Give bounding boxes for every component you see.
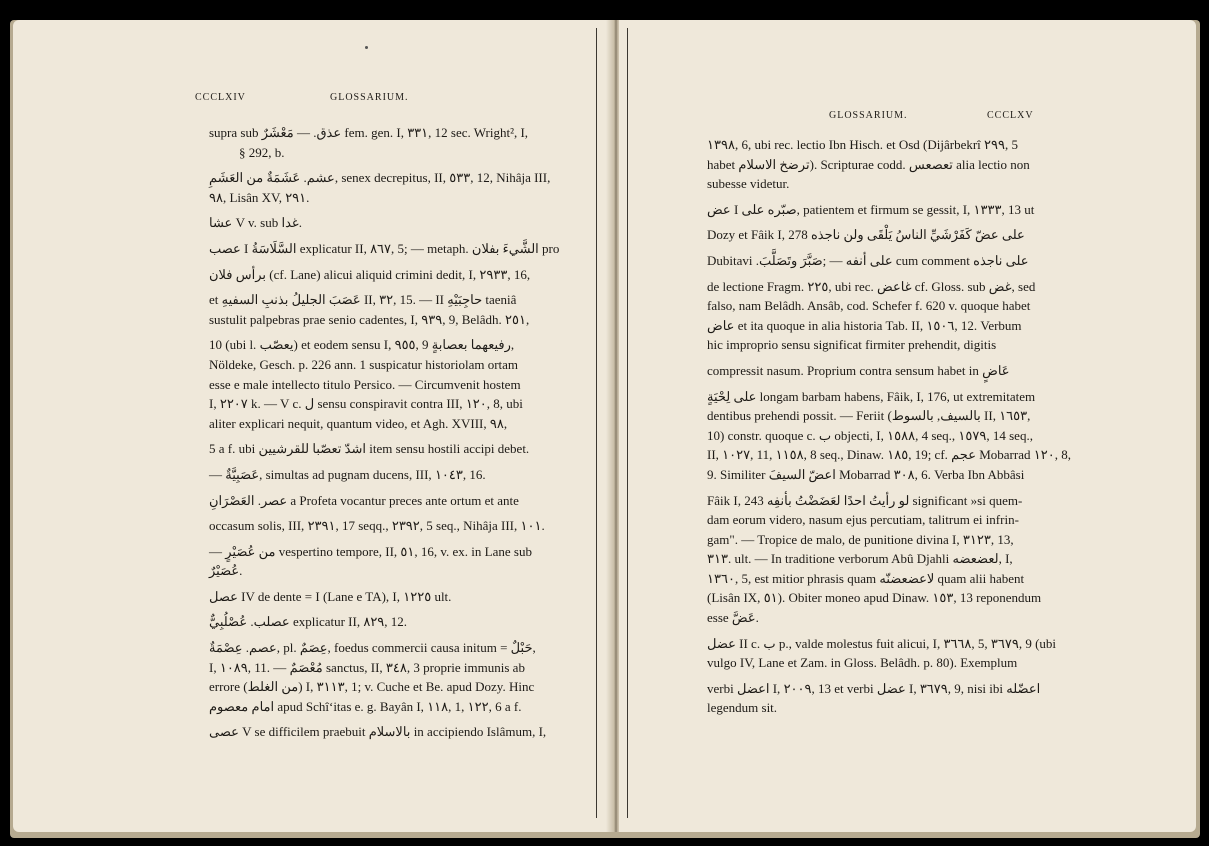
text-line: Dubitavi .على أنفه — ;صَبَّرَ وتَصَلَّبَ cum comment على ناجذه [707, 252, 1029, 268]
text-line: vulgo IV, Lane et Zam. in Gloss. Belâdh. p. 80). Exemplum [707, 655, 1018, 671]
text-line: dentibus prehendi possit. — Feriit (بالسيف, بالسوط II, ١٦٥٣, [707, 408, 1031, 424]
text-line: (Lisân IX, ٥١). Obiter moneo apud Dinaw. ١٥٣, 13 reponendum [707, 590, 1042, 606]
text-line: عصم. عِصْمَةٌ, pl. عِصَمٌ, foedus commercii causa initum = حَبْلٌ, [209, 640, 536, 656]
text-line: عصلب. عُصْلُبِيٌّ explicatur II, ٨٢٩, 12. [209, 614, 408, 630]
text-line: عشم. عَشَمَةٌ من العَشَمِ, senex decrepitus, II, ٥٣٣, 12, Nihâja III, [209, 170, 551, 186]
text-line: عشا V v. sub غدا. [209, 215, 302, 231]
text-line: ١٣٩٨, 6, ubi rec. lectio Ibn Hisch. et Osd (Dijârbekrî ٢٩٩, 5 [707, 137, 1018, 152]
text-line: errore (من الغلط) I, ٣١١٣, 1; v. Cuche et Be. apud Dozy. Hinc [209, 679, 535, 695]
text-line: sustulit palpebras prae senio cadentes, I, ٩٣٩, 9, Belâdh. ٢٥١, [209, 311, 530, 327]
text-line: esse عَضَّ. [707, 610, 759, 626]
text-line: Fâik I, 243 لو رأيتُ احدًا لعَضَضْتُ بأنفِه significant »si quem- [707, 492, 1023, 508]
right-page-text [707, 135, 1109, 718]
text-line: falso, nam Belâdh. Ansâb, cod. Schefer f. 620 v. quoque habet [707, 298, 1031, 314]
text-line: verbi اعضل I, ٢٠٠٩, 13 et verbi عضل I, ٣٦٧٩, 9, nisi ibi اعضّله [707, 680, 1041, 696]
left-page [13, 20, 611, 832]
text-line: عصب I السَّلَاسَةُ explicatur II, ٨٦٧, 5; — metaph. الشَّيءَ بفلان pro [209, 240, 560, 256]
text-line: عُصَيْرٌ. [209, 563, 243, 579]
text-line: I, ٢٢٠٧ k. — V c. ل sensu conspiravit contra III, ١٢٠, 8, ubi [209, 396, 523, 412]
right-folio: CCCLXV [987, 110, 1034, 121]
text-line: esse e male intellecto titulo Persico. — Circumvenit hostem [209, 376, 521, 392]
text-line: امام معصوم apud Schî‘itas e. g. Bayân I, ١١٨, 1, ١٢٢, 6 a f. [209, 698, 522, 714]
text-line: de lectione Fragm. ٢٢٥, ubi rec. غاعض cf. Gloss. sub غض, sed [707, 278, 1036, 294]
text-line: — عَصَبِيَّةٌ, simultas ad pugnam ducens, III, ١٠٤٣, 16. [209, 466, 486, 482]
text-line: ١٣٦٠, 5, est mitior phrasis quam لاعضعضنّه quam alii habent [707, 570, 1025, 586]
text-line: legendum sit. [707, 700, 778, 716]
text-line: عصل IV de dente = I (Lane e TA), I, ١٢٢٥ ult. [209, 588, 452, 604]
left-page-text [209, 123, 594, 742]
text-line: II, ١٠٢٧, 11, ١١٥٨, 8 seq., Dinaw. ١٨٥, 19; cf. عجم Mobarrad ١٢٠, 8, [707, 447, 1071, 463]
text-line: 10) constr. quoque c. ب objecti, I, ١٥٨٨, 4 seq., ١٥٧٩, 14 seq., [707, 427, 1033, 443]
text-line: aliter explicari nequit, quantum video, et Agh. XVIII, ٩٨, [209, 415, 508, 431]
text-line: I, ١٠٨٩, 11. — مُعْصَمٌ sanctus, II, ٣٤٨, 3 proprie immunis ab [209, 659, 525, 675]
text-line: hic improprio sensu significat firmiter prehendit, digitis [707, 337, 997, 353]
right-running-head: GLOSSARIUM. [829, 110, 908, 121]
text-line: supra sub عذق. — مَعْشَرٌ fem. gen. I, ٣٣١, 12 sec. Wright², I, [209, 125, 529, 140]
paper-speck [365, 46, 368, 49]
text-line: et عَصَبَ الجليلُ بذنبِ السفيهِ II, ٣٢, 15. — II حاجِبَيْهِ taeniâ [209, 292, 517, 308]
right-page [619, 20, 1196, 832]
text-line: عصر. العَصْرَانِ a Profeta vocantur preces ante ortum et ante [209, 492, 519, 508]
text-line: subesse videtur. [707, 176, 790, 192]
text-line: habet ترضخ الاسلام). Scripturae codd. تعصعس alia lectio non [707, 156, 1030, 172]
text-line: عض I صبّره على, patientem et firmum se gessit, I, ١٣٣٣, 13 ut [707, 201, 1035, 217]
page-edge-rule [596, 28, 597, 818]
text-line: 10 (ubi l. يعصّب) et eodem sensu I, ٩٥٥, 9 رفيعهما بعصابةٍ, [209, 337, 515, 353]
text-line: Nöldeke, Gesch. p. 226 ann. 1 suspicatur historiolam ortam [209, 356, 519, 372]
text-line: 9. Similiter اعضّ السيفَ Mobarrad ٣٠٨, 6. Verba Ibn Abbâsi [707, 466, 1025, 482]
text-line: عصى V se difficilem praebuit بالاسلام in accipiendo Islâmum, I, [209, 724, 547, 740]
open-book [10, 20, 1200, 838]
text-line: — من عُصَيْرٍ vespertino tempore, II, ٥١, 16, v. ex. in Lane sub [209, 543, 532, 559]
text-line: gam". — Tropice de malo, de punitione divina I, ٣١٢٣, 13, [707, 531, 1014, 547]
text-line: ٣١٣. ult. — In traditione verborum Abû Djahli لعضعضه, I, [707, 551, 1013, 567]
text-line: compressit nasum. Proprium contra sensum habet in عَاضٍ [707, 362, 1010, 378]
text-line: occasum solis, III, ٢٣٩١, 17 seqq., ٢٣٩٢, 5 seq., Nihâja III, ١٠١. [209, 518, 545, 534]
text-line: ٩٨, Lisân XV, ٢٩١. [209, 189, 310, 205]
text-line: على لِحْيَةٍ longam barbam habens, Fâik, I, 176, ut extremitatem [707, 388, 1036, 404]
left-running-head: GLOSSARIUM. [330, 92, 409, 103]
text-line: 5 a f. ubi اشدّ تعصّبا للقرشيين item sensu hostili accipi debet. [209, 441, 530, 457]
text-line: عاض et ita quoque in alia historia Tab. II, ١٥٠٦, 12. Verbum [707, 317, 1022, 333]
text-line: dam eorum videro, nasum ejus percutiam, talitrum ei infrin- [707, 512, 1019, 528]
text-line: عضل II c. ب p., valde molestus fuit alicui, I, ٣٦٦٨, 5, ٣٦٧٩, 9 (ubi [707, 635, 1057, 651]
page-edge-rule [627, 28, 628, 818]
text-line: برأس فلان (cf. Lane) alicui aliquid crimini dedit, I, ٢٩٣٣, 16, [209, 266, 531, 282]
text-line: § 292, b. [239, 144, 285, 160]
text-line: Dozy et Fâik I, 278 على عضّ كَفَرْشَيِّ الناسُ يَلْقَى ولن ناجذه [707, 227, 1025, 243]
left-folio: CCCLXIV [195, 92, 246, 103]
